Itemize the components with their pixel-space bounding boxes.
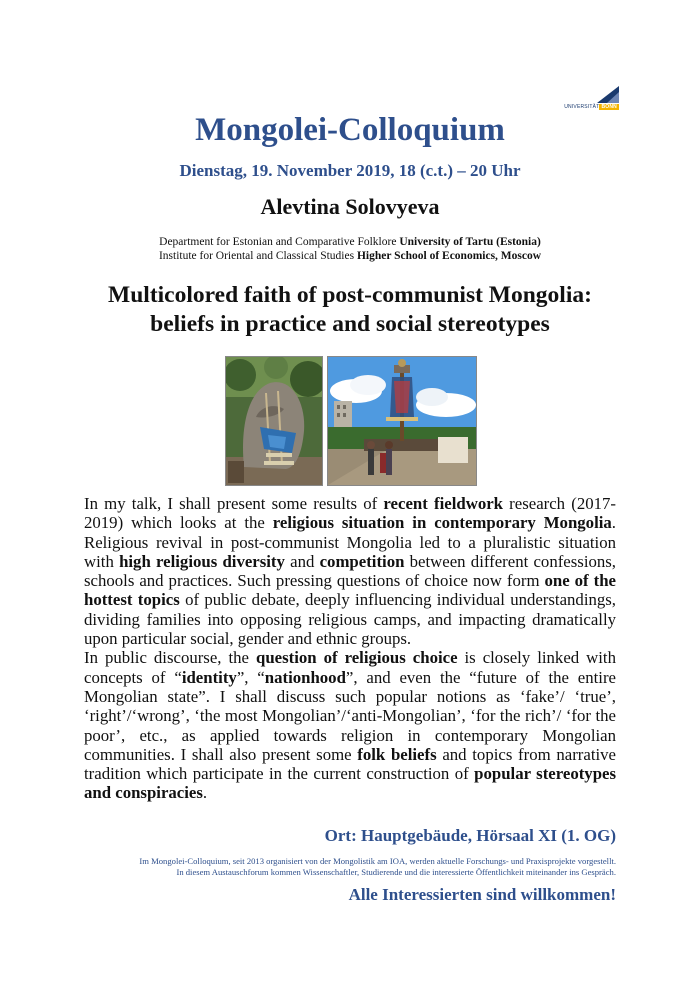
abstract-emphasis: nationhood: [264, 667, 346, 687]
abstract-emphasis: religious situation in contemporary Mongolia: [272, 513, 612, 533]
abstract-text: ”, and even the “future of the entire Mongolian state”. I shall discuss such popular notions as ‘fake’/ ‘true’, ‘right’/‘wrong’, ‘the most Mongolian’/‘anti-Mongolian’, ‘for the rich’/ ‘for the poor’, etc., as applied towards religion in contemporary Mongolian communities. I shall also present some: [84, 667, 617, 764]
stupa-pole-photo: [327, 356, 477, 486]
logo-suffix: BONN: [601, 104, 617, 110]
abstract-text: of public debate, deeply influencing individual understandings, dividing families into opposing religious camps, and impacting dramatically upon particular social, gender and ethnic groups.: [84, 590, 616, 649]
talk-title-line-1: Multicolored faith of post-communist Mongolia:: [108, 282, 592, 308]
abstract-paragraph-2: [84, 648, 616, 802]
abstract: [84, 494, 616, 803]
abstract-emphasis: popular stereotypes and conspiracies: [84, 764, 617, 803]
abstract-emphasis: question of religious choice: [255, 648, 458, 668]
abstract-text: In public discourse, the: [84, 648, 256, 668]
abstract-text: In my talk, I shall present some results of: [84, 494, 384, 513]
speaker-affiliations: [0, 236, 700, 263]
note-line-1: Im Mongolei-Colloquium, seit 2013 organisiert von der Mongolistik am IOA, werden aktuelle Forschungs- und Praxisprojekte vorgestellt.: [139, 856, 616, 866]
abstract-text: . Religious revival in post-communist Mongolia led to a pluralistic situation with: [84, 513, 616, 571]
abstract-emphasis: folk beliefs: [357, 744, 437, 764]
talk-title: [0, 281, 700, 339]
note-line-2: In diesem Austauschforum kommen Wissenschaftler, Studierende und die interessierte Öffentlichkeit miteinander ins Gespräch.: [176, 867, 616, 877]
affiliation-1-dept: Department for Estonian and Comparative Folklore: [159, 236, 397, 248]
abstract-text: and: [284, 551, 320, 571]
abstract-emphasis: recent fieldwork: [383, 494, 503, 513]
welcome-message: Alle Interessierten sind willkommen!: [348, 885, 616, 904]
logo-text: [564, 104, 619, 110]
affiliation-2-inst: Higher School of Economics, Moscow: [356, 249, 542, 262]
abstract-emphasis: one of the hottest topics: [84, 571, 616, 610]
abstract-text: .: [202, 783, 208, 803]
event-location: Ort: Hauptgebäude, Hörsaal XI (1. OG): [324, 826, 616, 845]
university-logo: [559, 86, 619, 112]
event-title: Mongolei-Colloquium: [195, 112, 505, 148]
affiliation-line-2: [0, 250, 700, 264]
abstract-text: ”, “: [236, 667, 265, 687]
talk-title-line-2: beliefs in practice and social stereotypes: [150, 311, 550, 337]
speaker-name: Alevtina Solovyeva: [260, 194, 440, 219]
abstract-text: is closely linked with concepts of “: [84, 648, 616, 687]
affiliation-line-1: [0, 236, 700, 250]
abstract-emphasis: high religious diversity: [119, 551, 285, 571]
ovoo-rock-image: [226, 357, 322, 485]
abstract-emphasis: competition: [319, 551, 405, 571]
logo-mark-icon: [597, 86, 619, 103]
ovoo-rock-photo: [225, 356, 323, 486]
photo-row: [225, 356, 477, 486]
abstract-text: and topics from narrative tradition which participate in the current construction of: [84, 744, 617, 784]
colloquium-note: [56, 856, 616, 878]
abstract-text: research (2017-2019) which looks at the: [84, 494, 616, 533]
abstract-text: between different confessions, schools and practices. Such pressing questions of choice now form: [84, 551, 616, 591]
affiliation-1-inst: University of Tartu (Estonia): [399, 236, 541, 248]
abstract-paragraph-1: [84, 494, 616, 648]
stupa-pole-image: [328, 357, 476, 485]
logo-prefix: UNIVERSITÄT: [564, 104, 600, 110]
abstract-emphasis: identity: [181, 667, 237, 687]
affiliation-2-dept: Institute for Oriental and Classical Studies: [158, 249, 355, 262]
event-date: Dienstag, 19. November 2019, 18 (c.t.) – 20 Uhr: [179, 161, 521, 180]
